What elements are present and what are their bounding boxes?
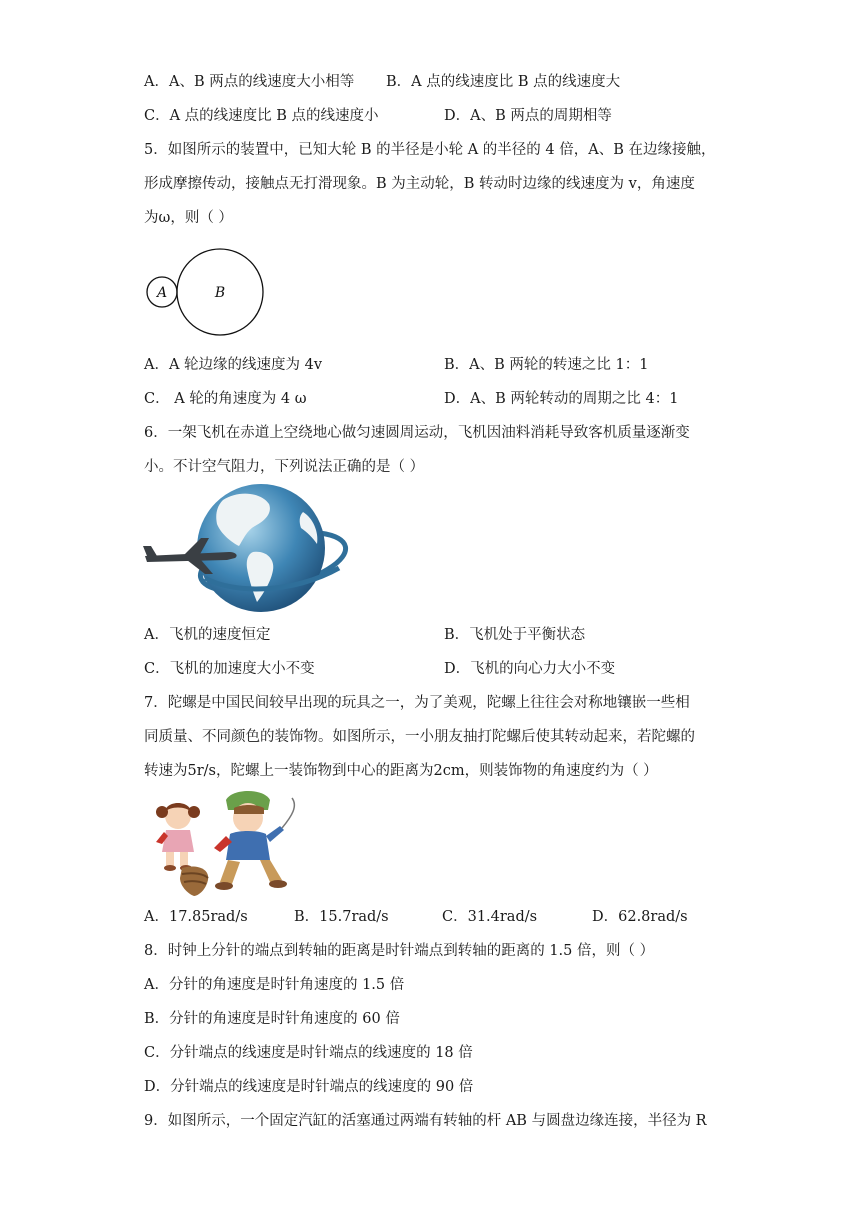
q7-option-b: B．15.7rad/s [294,909,389,925]
q4-option-a: A．A、B 两点的线速度大小相等 [144,74,355,90]
q6-option-b: B．飞机处于平衡状态 [444,627,586,643]
q6-option-d: D．飞机的向心力大小不变 [444,661,616,677]
q7-stem-line-1: 7．陀螺是中国民间较早出现的玩具之一，为了美观，陀螺上往往会对称地镶嵌一些相 [144,695,690,711]
q6-earth-airplane-image [143,482,353,614]
q5-wheels-diagram [140,244,270,340]
q7-option-c: C．31.4rad/s [442,909,538,925]
q8-option-d: D．分针端点的线速度是时针端点的线速度的 90 倍 [144,1079,474,1095]
boy-figure [214,791,294,890]
q5-option-a: A．A 轮边缘的线速度为 4v [144,357,323,373]
q8-option-a: A．分针的角速度是时针角速度的 1.5 倍 [144,977,405,993]
q8-option-c: C．分针端点的线速度是时针端点的线速度的 18 倍 [144,1045,473,1061]
q5-option-b: B．A、B 两轮的转速之比 1：1 [444,357,649,373]
q4-option-c: C．A 点的线速度比 B 点的线速度小 [144,108,379,124]
q4-option-d: D．A、B 两点的周期相等 [444,108,612,124]
q9-stem-line-1: 9．如图所示，一个固定汽缸的活塞通过两端有转轴的杆 AB 与圆盘边缘连接，半径为 R [144,1113,707,1129]
q8-option-b: B．分针的角速度是时针角速度的 60 倍 [144,1011,400,1027]
q7-children-spinning-top-image [152,786,300,898]
spinning-top-figure [180,867,208,897]
wheel-a-label: A [156,285,168,301]
q7-stem-line-3: 转速为5r/s，陀螺上一装饰物到中心的距离为2cm，则装饰物的角速度约为（ ） [144,763,658,779]
q7-stem-line-2: 同质量、不同颜色的装饰物。如图所示，一小朋友抽打陀螺后使其转动起来，若陀螺的 [144,729,695,745]
q7-option-a: A．17.85rad/s [144,909,248,925]
q5-option-d: D．A、B 两轮转动的周期之比 4：1 [444,391,679,407]
q6-option-c: C．飞机的加速度大小不变 [144,661,315,677]
q6-stem-line-1: 6．一架飞机在赤道上空绕地心做匀速圆周运动，飞机因油料消耗导致客机质量逐渐变 [144,425,690,441]
q8-stem: 8．时钟上分针的端点到转轴的距离是时针端点到转轴的距离的 1.5 倍，则（ ） [144,943,655,959]
q6-stem-line-2: 小。不计空气阻力，下列说法正确的是（ ） [144,459,425,475]
q4-option-b: B．A 点的线速度比 B 点的线速度大 [386,74,621,90]
q5-stem-line-3: 为ω，则（ ） [144,210,233,226]
q6-option-a: A．飞机的速度恒定 [144,627,271,643]
q5-stem-line-2: 形成摩擦传动，接触点无打滑现象。B 为主动轮，B 转动时边缘的线速度为 v，角速度 [144,176,695,192]
q7-option-d: D．62.8rad/s [592,909,688,925]
wheel-b-label: B [214,285,226,301]
q5-option-c: C． A 轮的角速度为 4 ω [144,391,307,407]
q5-stem-line-1: 5．如图所示的装置中，已知大轮 B 的半径是小轮 A 的半径的 4 倍，A、B 在边缘接触， [144,142,716,158]
girl-figure [156,803,200,871]
